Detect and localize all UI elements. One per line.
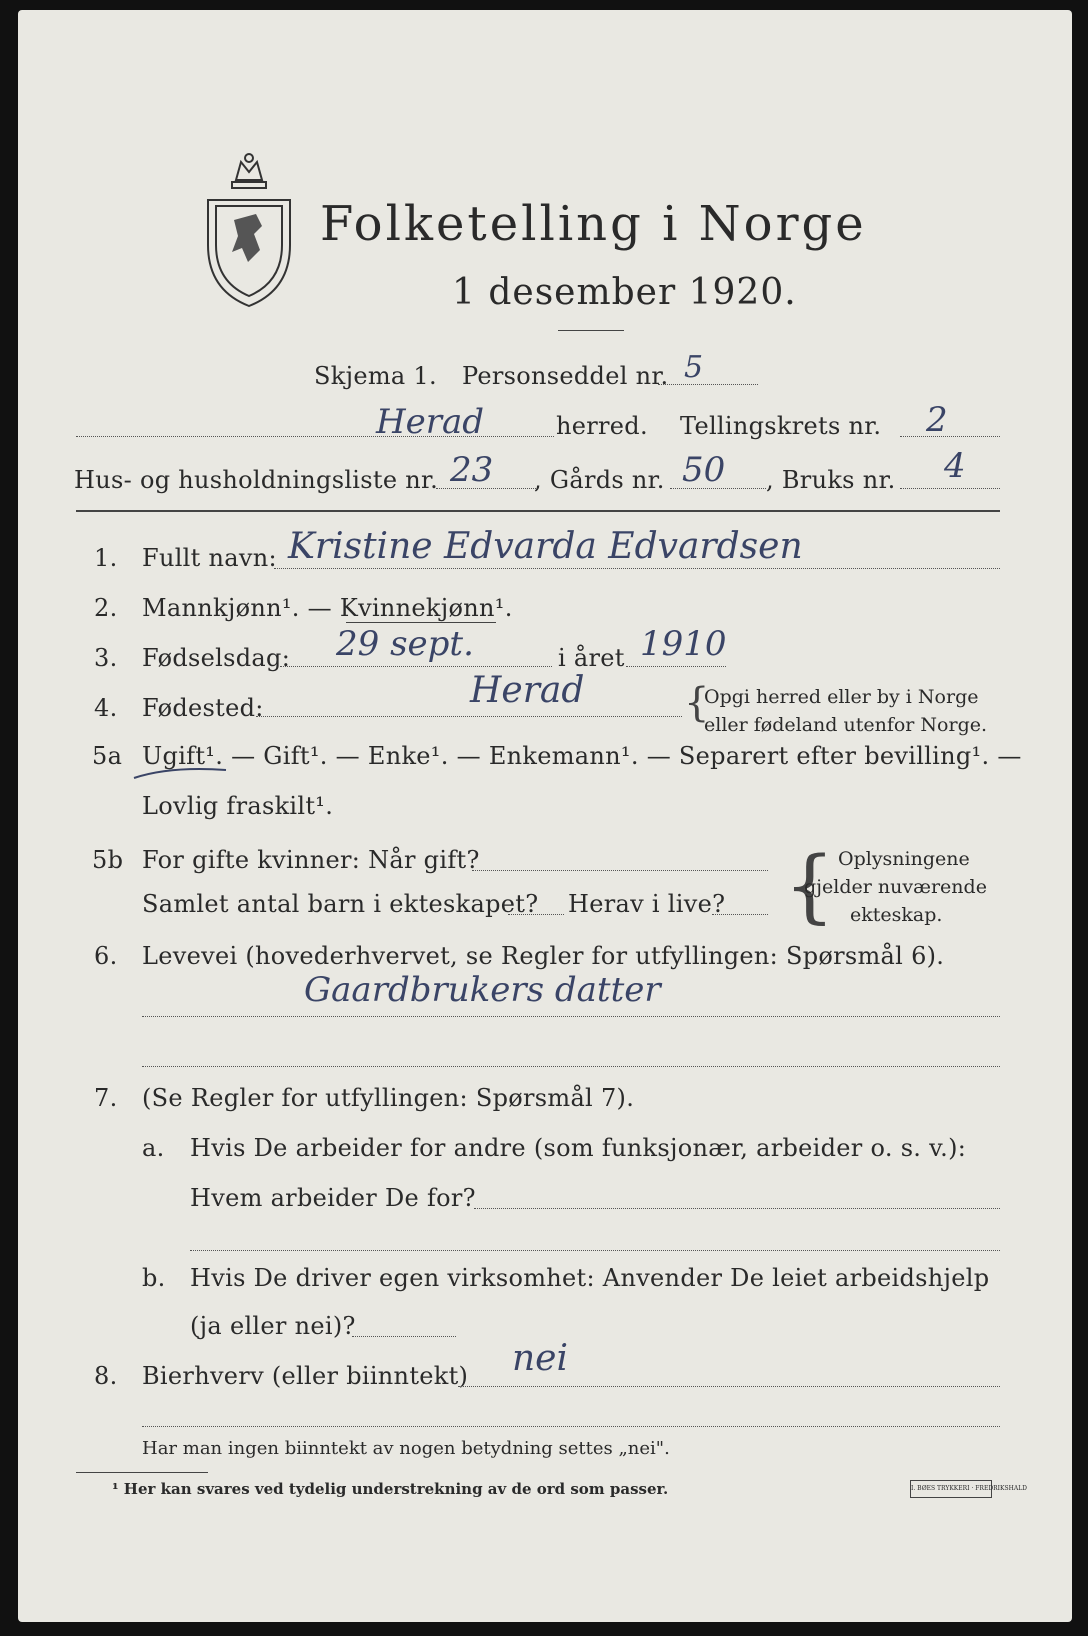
title-divider: [558, 330, 624, 331]
hus-label: Hus- og husholdningsliste nr.: [74, 466, 439, 494]
personseddel-label: Personseddel nr.: [462, 362, 669, 390]
kvinnekjonn-underline: [346, 622, 496, 623]
side-income-value[interactable]: nei: [512, 1338, 569, 1379]
q5b-number: 5b: [92, 846, 124, 874]
personseddel-line: [658, 384, 758, 385]
q7a-letter: a.: [142, 1134, 165, 1162]
q7-number: 7.: [94, 1084, 118, 1112]
q5b-note-2: gjelder nuværende: [804, 876, 987, 898]
q7a-line-1: Hvis De arbeider for andre (som funksjonær, arbeider o. s. v.):: [190, 1134, 967, 1162]
q4-line: [256, 716, 682, 717]
q5b-line-1: For gifte kvinner: Når gift?: [142, 846, 480, 874]
q5b-alive-line: [712, 914, 768, 915]
q7b-letter: b.: [142, 1264, 166, 1292]
bruks-line: [900, 488, 1000, 489]
q7b-line-2: (ja eller nei)?: [190, 1312, 356, 1340]
q7a-line-2: Hvem arbeider De for?: [190, 1184, 476, 1212]
tellingskrets-value[interactable]: 2: [926, 400, 948, 440]
gards-value[interactable]: 50: [682, 450, 726, 490]
census-form: [18, 10, 1072, 1622]
birth-year-value[interactable]: 1910: [640, 624, 727, 664]
q5a-line-1: Ugift¹. — Gift¹. — Enke¹. — Enkemann¹. — Separert efter bevilling¹. —: [142, 742, 1022, 770]
full-name-value[interactable]: Kristine Edvarda Edvardsen: [288, 526, 803, 567]
q1-line: [274, 568, 1000, 569]
ugift-underline: [130, 764, 230, 784]
q5b-children-line: [508, 914, 564, 915]
q6-line-2: [142, 1066, 1000, 1067]
q1-number: 1.: [94, 544, 118, 572]
census-date: 1 desember 1920.: [452, 272, 797, 313]
q7a-extra-line: [190, 1250, 1000, 1251]
header-rule: [76, 510, 1000, 512]
q5b-note-3: ekteskap.: [850, 904, 943, 926]
skjema-label: Skjema 1.: [314, 362, 437, 390]
q2-label: Mannkjønn¹. — Kvinnekjønn¹.: [142, 594, 513, 622]
birthplace-value[interactable]: Herad: [470, 670, 585, 711]
q7b-line: [352, 1336, 456, 1337]
q5a-number: 5a: [92, 742, 123, 770]
q8-extra-line: [142, 1426, 1000, 1427]
q7b-line-1: Hvis De driver egen virksomhet: Anvender De leiet arbeidshjelp: [190, 1264, 990, 1292]
coat-of-arms-icon: [196, 150, 302, 310]
gards-label: , Gårds nr.: [534, 466, 665, 494]
q5b-note-1: Oplysningene: [838, 848, 970, 870]
q3-label: Fødselsdag:: [142, 644, 291, 672]
q8-number: 8.: [94, 1362, 118, 1390]
birthdate-value[interactable]: 29 sept.: [336, 624, 474, 664]
q4-note-2: eller fødeland utenfor Norge.: [704, 714, 988, 736]
q2-number: 2.: [94, 594, 118, 622]
q5b-married-line: [472, 870, 768, 871]
q4-number: 4.: [94, 694, 118, 722]
q6-line-1: [142, 1016, 1000, 1017]
q3-date-line: [280, 666, 552, 667]
bruks-label: , Bruks nr.: [766, 466, 896, 494]
q1-label: Fullt navn:: [142, 544, 277, 572]
q8-label: Bierhverv (eller biinntekt): [142, 1362, 469, 1390]
q3-number: 3.: [94, 644, 118, 672]
tellingskrets-line: [900, 436, 1000, 437]
q3-year-line: [626, 666, 726, 667]
herred-label: herred.: [556, 412, 648, 440]
page-title: Folketelling i Norge: [320, 196, 867, 252]
q3-year-label: i året: [558, 644, 625, 672]
q8-line: [458, 1386, 1000, 1387]
tellingskrets-label: Tellingskrets nr.: [680, 412, 882, 440]
hus-value[interactable]: 23: [450, 450, 494, 490]
footer-note: Har man ingen biinntekt av nogen betydning settes „nei".: [142, 1438, 670, 1459]
q5b-alive-label: Herav i live?: [568, 890, 726, 918]
q6-label: Levevei (hovederhvervet, se Regler for utfyllingen: Spørsmål 6).: [142, 942, 945, 970]
q7a-employer-line: [474, 1208, 1000, 1209]
herred-value[interactable]: Herad: [376, 402, 485, 442]
q7-label: (Se Regler for utfyllingen: Spørsmål 7).: [142, 1084, 635, 1112]
q4-note-1: Opgi herred eller by i Norge: [704, 686, 979, 708]
q5b-children-label: Samlet antal barn i ekteskapet?: [142, 890, 539, 918]
q5a-line-2: Lovlig fraskilt¹.: [142, 792, 334, 820]
bruks-value[interactable]: 4: [944, 446, 966, 486]
q5b-brace: {: [784, 839, 835, 932]
q4-brace: {: [684, 680, 710, 726]
footnote: ¹ Her kan svares ved tydelig understrekning av de ord som passer.: [112, 1480, 669, 1498]
occupation-value[interactable]: Gaardbrukers datter: [304, 970, 661, 1010]
printer-stamp: I. BØES TRYKKERI · FREDRIKSHALD: [910, 1480, 992, 1498]
footnote-rule: [76, 1472, 208, 1473]
personseddel-value[interactable]: 5: [684, 350, 704, 385]
q4-label: Fødested:: [142, 694, 264, 722]
q6-number: 6.: [94, 942, 118, 970]
